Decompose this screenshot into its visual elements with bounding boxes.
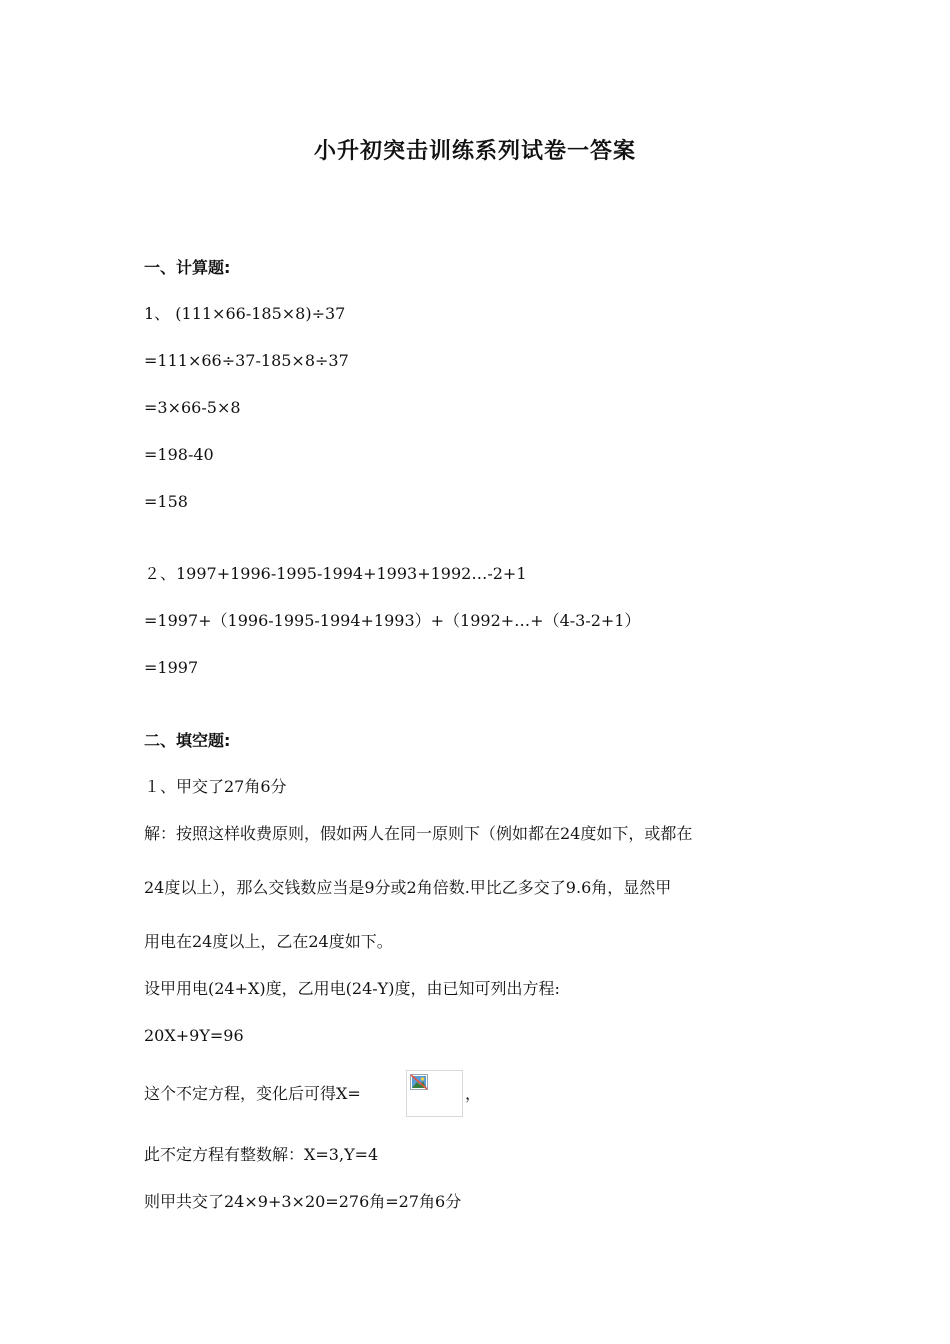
fill1-integer-solution: 此不定方程有整数解：X=3,Y=4 [144, 1145, 379, 1164]
section1-heading: 一、计算题: [144, 258, 231, 277]
section2-heading: 二、填空题: [144, 731, 231, 750]
fill1-total: 则甲共交了24×9+3×20=276角=27角6分 [144, 1192, 462, 1211]
fill1-solution-line2: 24度以上），那么交钱数应当是9分或2角倍数.甲比乙多交了9.6角，显然甲 [144, 878, 672, 897]
calc1-line2: =111×66÷37-185×8÷37 [144, 351, 349, 370]
fill1-solution-line1: 解：按照这样收费原则，假如两人在同一原则下（例如都在24度如下，或都在 [144, 824, 693, 843]
calc1-line5: =158 [144, 492, 188, 511]
fill1-transform-text: 这个不定方程，变化后可得X= [144, 1084, 361, 1103]
calc1-line4: =198-40 [144, 445, 214, 464]
calc2-line1: ２、1997+1996-1995-1994+1993+1992…-2+1 [144, 564, 527, 583]
fill1-equation: 20X+9Y=96 [144, 1026, 244, 1045]
fill1-transform-comma: ， [465, 1084, 482, 1103]
fill1-solution-line3: 用电在24度以上，乙在24度如下。 [144, 932, 393, 951]
formula-image [406, 1070, 463, 1117]
calc1-line1: 1、 (111×66-185×8)÷37 [144, 304, 346, 323]
fill1-answer: １、甲交了27角6分 [144, 777, 287, 796]
calc2-line3: =1997 [144, 658, 199, 677]
page-title: 小升初突击训练系列试卷一答案 [313, 138, 636, 164]
fill1-equation-setup: 设甲用电(24+X)度，乙用电(24-Y)度，由已知可列出方程: [144, 979, 560, 998]
broken-image-icon [410, 1074, 428, 1090]
calc2-line2: =1997+（1996-1995-1994+1993）+（1992+…+（4-3-2+1） [144, 611, 641, 630]
calc1-line3: =3×66-5×8 [144, 398, 241, 417]
